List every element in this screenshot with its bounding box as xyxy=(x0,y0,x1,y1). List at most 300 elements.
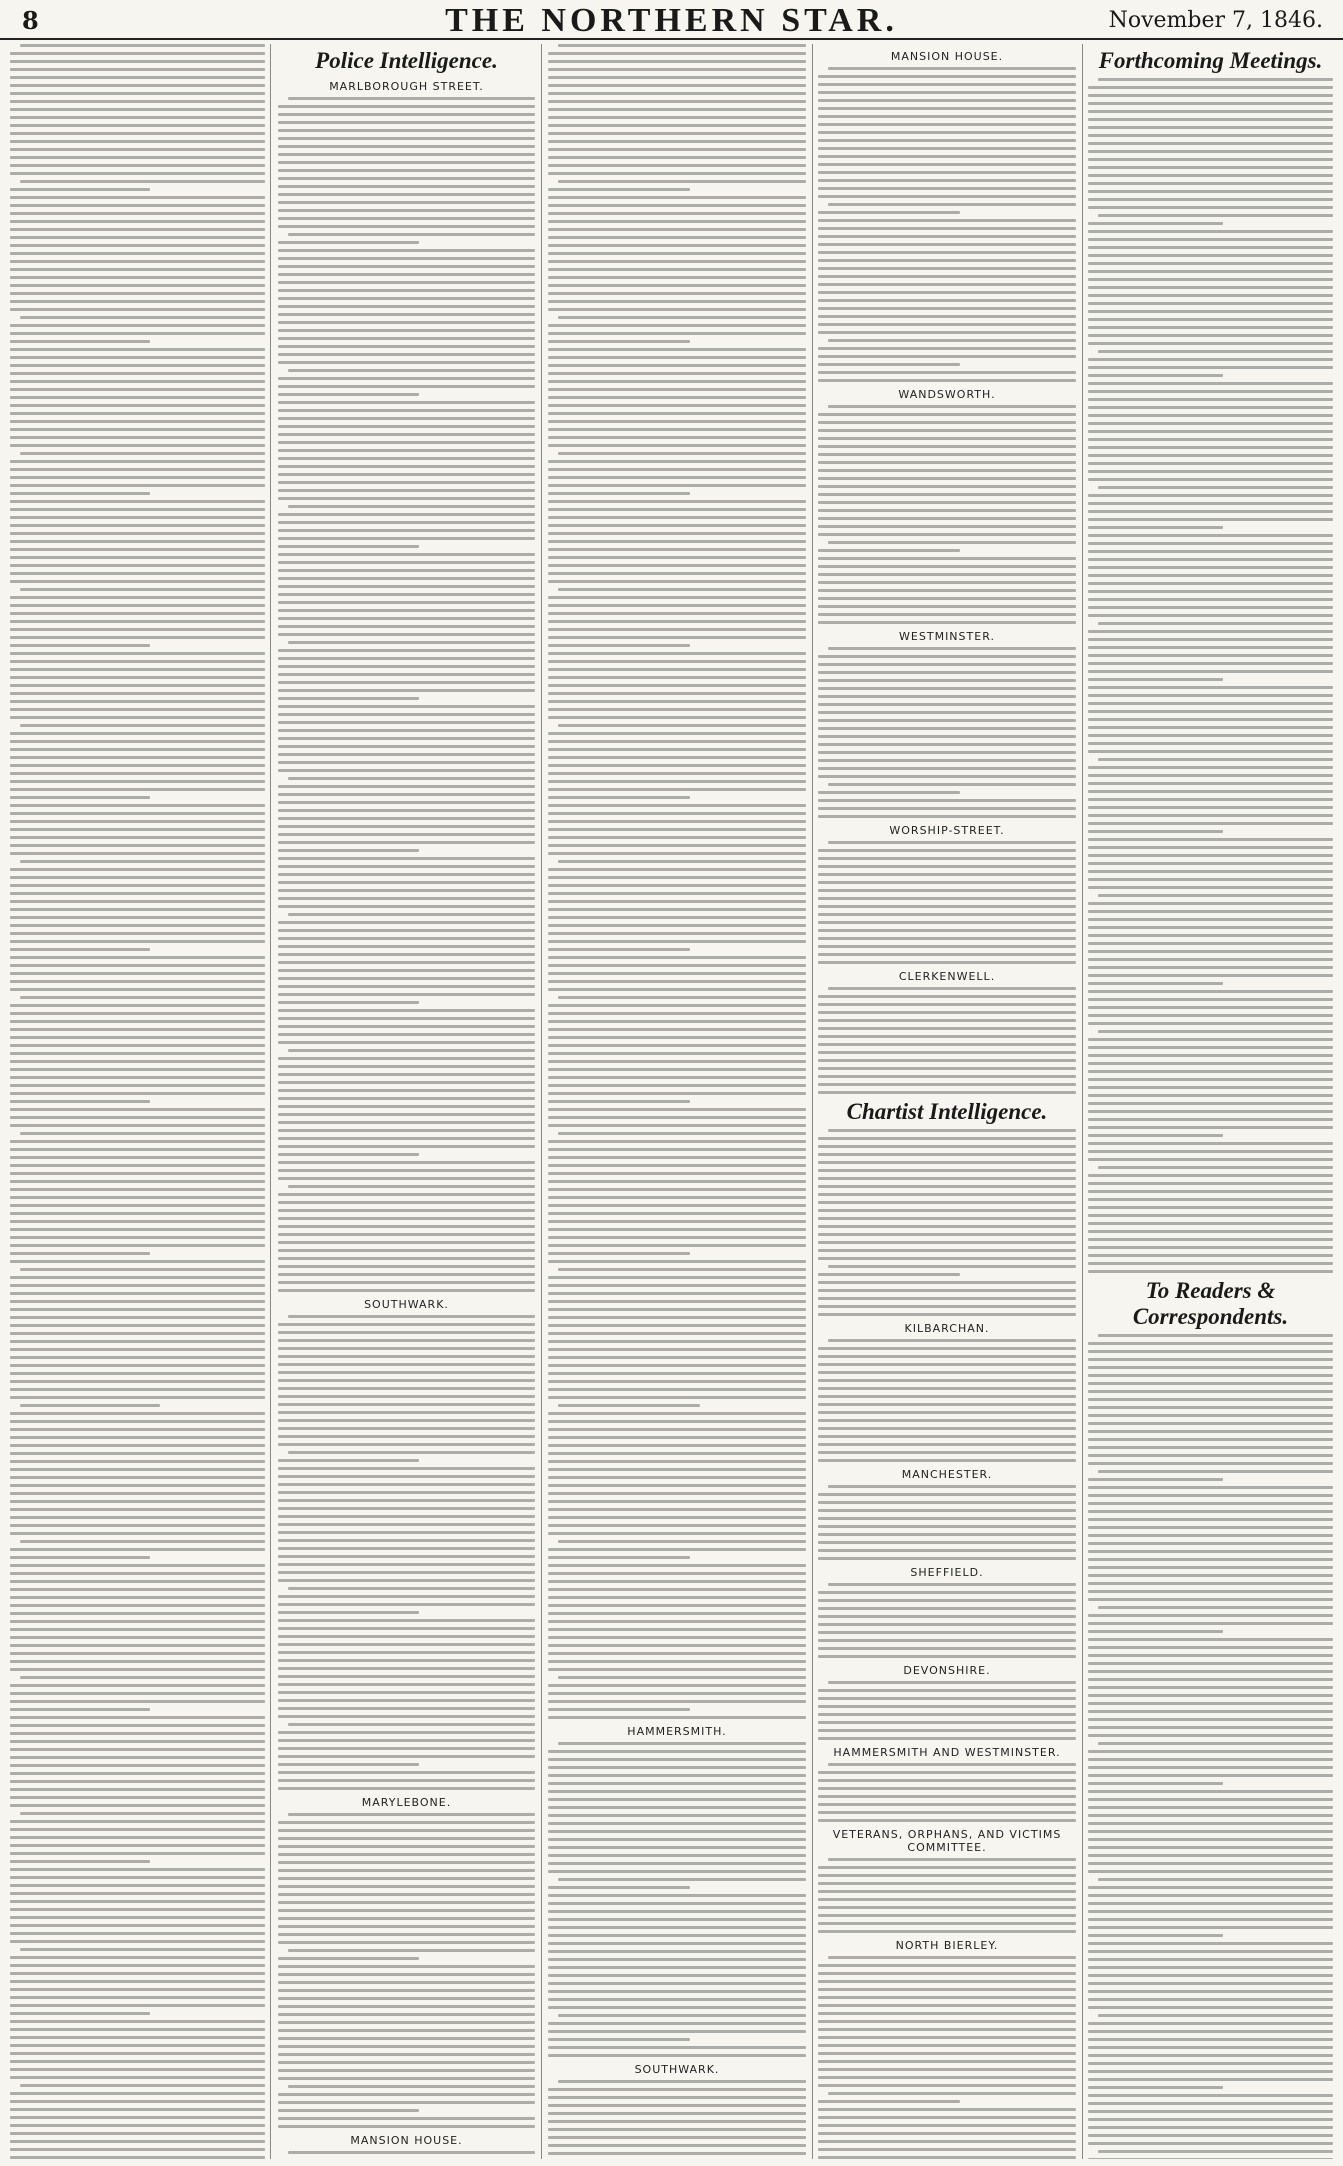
text-line xyxy=(818,131,1076,134)
text-line xyxy=(10,1564,265,1567)
text-line xyxy=(1088,278,1333,281)
text-line xyxy=(10,1148,265,1151)
text-line xyxy=(818,1501,1076,1504)
text-line xyxy=(548,428,806,431)
text-line xyxy=(818,1655,1076,1658)
text-line xyxy=(1088,1374,1333,1377)
text-line xyxy=(278,281,535,284)
text-line xyxy=(818,323,1076,326)
text-line xyxy=(548,540,806,543)
text-line xyxy=(278,1403,535,1406)
text-line xyxy=(1088,1830,1333,1833)
text-line xyxy=(1088,1014,1333,1017)
text-line xyxy=(818,1305,1076,1308)
text-line xyxy=(548,644,690,647)
text-line xyxy=(548,1564,806,1567)
text-line xyxy=(1088,1222,1333,1225)
text-line xyxy=(278,1755,535,1758)
text-line xyxy=(278,105,535,108)
text-line xyxy=(1088,1886,1333,1889)
text-line xyxy=(10,108,265,111)
text-line xyxy=(818,195,1076,198)
text-line xyxy=(1088,150,1333,153)
text-line xyxy=(10,1708,150,1711)
text-line xyxy=(548,404,806,407)
text-line xyxy=(548,812,806,815)
text-line xyxy=(1088,286,1333,289)
text-line xyxy=(1088,1238,1333,1241)
text-line xyxy=(10,220,265,223)
text-line xyxy=(10,1732,265,1735)
text-line xyxy=(10,1204,265,1207)
text-line xyxy=(278,1659,535,1662)
text-line xyxy=(1088,238,1333,241)
text-line xyxy=(818,259,1076,262)
text-line xyxy=(278,2021,535,2024)
text-line xyxy=(1088,1774,1333,1777)
text-line xyxy=(558,724,806,727)
text-line xyxy=(10,1596,265,1599)
text-line xyxy=(548,1324,806,1327)
text-line xyxy=(818,155,1076,158)
text-line xyxy=(278,529,535,532)
text-line xyxy=(278,793,535,796)
text-line xyxy=(278,217,535,220)
text-line xyxy=(278,1667,535,1670)
text-line xyxy=(818,1980,1076,1983)
text-line xyxy=(548,1782,806,1785)
text-line xyxy=(10,1932,265,1935)
text-line xyxy=(10,300,265,303)
text-line xyxy=(548,1644,806,1647)
text-line xyxy=(1088,1662,1333,1665)
text-line xyxy=(278,865,535,868)
text-line xyxy=(10,1748,265,1751)
text-line xyxy=(20,1268,265,1271)
text-line xyxy=(278,1651,535,1654)
text-line xyxy=(278,1387,535,1390)
text-line xyxy=(278,849,419,852)
text-line xyxy=(10,612,265,615)
text-line xyxy=(548,820,806,823)
text-line xyxy=(1088,1150,1333,1153)
text-line xyxy=(20,2084,265,2087)
text-line xyxy=(278,449,535,452)
text-line xyxy=(818,123,1076,126)
text-line xyxy=(818,2004,1076,2007)
text-line xyxy=(20,860,265,863)
text-line xyxy=(548,172,806,175)
text-line xyxy=(818,1866,1076,1869)
text-line xyxy=(278,1555,535,1558)
text-line xyxy=(1088,446,1333,449)
text-line xyxy=(10,1372,265,1375)
text-line xyxy=(1098,1878,1333,1881)
text-line xyxy=(548,1444,806,1447)
text-line xyxy=(818,1371,1076,1374)
text-line xyxy=(558,180,806,183)
text-line xyxy=(10,1828,265,1831)
text-line xyxy=(1088,414,1333,417)
text-line xyxy=(1088,462,1333,465)
text-line xyxy=(548,1580,806,1583)
text-line xyxy=(818,621,1076,624)
text-line xyxy=(818,1075,1076,1078)
text-line xyxy=(278,521,535,524)
text-line xyxy=(1088,1622,1333,1625)
text-line xyxy=(10,492,150,495)
text-line xyxy=(10,212,265,215)
text-line xyxy=(818,565,1076,568)
text-line xyxy=(10,364,265,367)
text-line xyxy=(548,884,806,887)
text-line xyxy=(548,1926,806,1929)
text-line xyxy=(10,1236,265,1239)
text-line xyxy=(548,1692,806,1695)
text-line xyxy=(1088,390,1333,393)
text-line xyxy=(10,1284,265,1287)
text-line xyxy=(1088,254,1333,257)
text-line xyxy=(288,641,535,644)
text-line xyxy=(1098,758,1333,761)
text-line xyxy=(278,561,535,564)
text-line xyxy=(1088,1798,1333,1801)
text-line xyxy=(1088,1758,1333,1761)
text-line xyxy=(558,588,806,591)
text-line xyxy=(10,812,265,815)
text-line xyxy=(10,1788,265,1791)
text-line xyxy=(548,1894,806,1897)
text-line xyxy=(548,692,806,695)
text-line xyxy=(1088,678,1223,681)
text-line xyxy=(1088,1270,1333,1273)
text-line xyxy=(278,841,535,844)
text-line xyxy=(1088,902,1333,905)
text-line xyxy=(1098,1334,1333,1337)
text-line xyxy=(548,1918,806,1921)
text-line xyxy=(818,1027,1076,1030)
text-line xyxy=(278,1443,535,1446)
text-line xyxy=(10,980,265,983)
text-line xyxy=(10,636,265,639)
text-line xyxy=(1088,574,1333,577)
text-line xyxy=(10,796,150,799)
text-line xyxy=(1088,910,1333,913)
text-line xyxy=(548,76,806,79)
text-line xyxy=(1088,1182,1333,1185)
text-line xyxy=(1088,1950,1333,1953)
text-line xyxy=(1088,1846,1333,1849)
text-line xyxy=(1088,1958,1333,1961)
text-line xyxy=(1088,334,1333,337)
text-line xyxy=(548,892,806,895)
meeting-notices xyxy=(1088,78,1333,1273)
text-line xyxy=(818,1443,1076,1446)
text-line xyxy=(10,628,265,631)
text-line xyxy=(10,332,265,335)
text-line xyxy=(548,796,690,799)
text-line xyxy=(558,2014,806,2017)
text-line xyxy=(1088,1190,1333,1193)
text-line xyxy=(548,1204,806,1207)
text-line xyxy=(1088,974,1333,977)
text-line xyxy=(278,665,535,668)
text-line xyxy=(548,236,806,239)
text-line xyxy=(1098,1606,1333,1609)
text-line xyxy=(548,836,806,839)
text-line xyxy=(1088,1854,1333,1857)
text-line xyxy=(10,1260,265,1263)
section-subhead: MANSION HOUSE. xyxy=(350,2134,463,2147)
text-line xyxy=(10,660,265,663)
text-line xyxy=(10,140,265,143)
text-line xyxy=(818,2060,1076,2063)
text-line xyxy=(548,108,806,111)
text-line xyxy=(10,708,265,711)
text-line xyxy=(828,647,1076,650)
text-line xyxy=(548,308,806,311)
text-line xyxy=(1088,1918,1333,1921)
text-line xyxy=(548,844,806,847)
text-line xyxy=(10,1804,265,1807)
text-line xyxy=(818,1525,1076,1528)
text-line xyxy=(548,260,806,263)
text-line xyxy=(278,1917,535,1920)
column-2 xyxy=(278,44,535,2159)
text-line xyxy=(1088,406,1333,409)
text-line xyxy=(278,1025,535,1028)
text-line xyxy=(278,1627,535,1630)
text-line xyxy=(1088,966,1333,969)
text-line xyxy=(1088,630,1333,633)
text-line xyxy=(818,1233,1076,1236)
text-line xyxy=(548,124,806,127)
text-line xyxy=(818,799,1076,802)
text-line xyxy=(278,313,535,316)
text-line xyxy=(818,775,1076,778)
text-line xyxy=(278,1057,535,1060)
text-line xyxy=(1098,1470,1333,1473)
text-line xyxy=(278,225,535,228)
text-line xyxy=(558,44,806,47)
text-line xyxy=(818,1355,1076,1358)
text-line xyxy=(278,1523,535,1526)
text-line xyxy=(1088,2094,1333,2097)
text-line xyxy=(278,1715,535,1718)
column-1-text xyxy=(10,44,265,2159)
text-line xyxy=(548,1068,806,1071)
section-subhead: WORSHIP-STREET. xyxy=(889,824,1005,837)
text-line xyxy=(548,900,806,903)
text-line xyxy=(1098,1030,1333,1033)
text-line xyxy=(1088,814,1333,817)
text-line xyxy=(1088,1806,1333,1809)
text-line xyxy=(548,1790,806,1793)
text-line xyxy=(818,227,1076,230)
text-line xyxy=(548,2038,690,2041)
text-line xyxy=(548,1396,806,1399)
text-line xyxy=(10,324,265,327)
text-line xyxy=(10,52,265,55)
text-line xyxy=(1088,1454,1333,1457)
text-line xyxy=(548,948,690,951)
section-subhead: HAMMERSMITH. xyxy=(627,1725,727,1738)
text-line xyxy=(818,299,1076,302)
text-line xyxy=(10,1612,265,1615)
text-line xyxy=(278,1837,535,1840)
text-line xyxy=(818,461,1076,464)
text-line xyxy=(818,2012,1076,2015)
text-line xyxy=(818,703,1076,706)
text-line xyxy=(10,1852,265,1855)
text-line xyxy=(548,1548,806,1551)
text-line xyxy=(1088,1558,1333,1561)
text-line xyxy=(1088,1358,1333,1361)
text-line xyxy=(10,1164,265,1167)
text-line xyxy=(10,2148,265,2151)
text-line xyxy=(278,1933,535,1936)
text-line xyxy=(548,1492,806,1495)
text-line xyxy=(10,1844,265,1847)
section-subhead: SOUTHWARK. xyxy=(364,1298,449,1311)
text-line xyxy=(548,972,806,975)
article-text xyxy=(548,1742,806,2057)
text-line xyxy=(10,2156,265,2159)
text-line xyxy=(278,905,535,908)
text-line xyxy=(818,1972,1076,1975)
text-line xyxy=(1088,510,1333,513)
text-line xyxy=(1088,1694,1333,1697)
text-line xyxy=(278,1973,535,1976)
text-line xyxy=(278,1763,419,1766)
text-line xyxy=(10,548,265,551)
text-line xyxy=(278,1209,535,1212)
text-line xyxy=(548,1076,806,1079)
text-line xyxy=(548,1300,806,1303)
text-line xyxy=(558,1878,806,1881)
text-line xyxy=(818,99,1076,102)
text-line xyxy=(10,1172,265,1175)
text-line xyxy=(548,1846,806,1849)
text-line xyxy=(818,549,960,552)
text-line xyxy=(548,1958,806,1961)
text-line xyxy=(278,2077,535,2080)
text-line xyxy=(10,556,265,559)
text-line xyxy=(10,92,265,95)
text-line xyxy=(818,1631,1076,1634)
text-line xyxy=(20,996,265,999)
text-line xyxy=(10,1572,265,1575)
text-line xyxy=(278,1861,535,1864)
text-line xyxy=(278,817,535,820)
text-line xyxy=(278,1893,535,1896)
text-line xyxy=(10,356,265,359)
text-line xyxy=(548,1412,806,1415)
text-line xyxy=(818,1533,1076,1536)
text-line xyxy=(10,788,265,791)
text-line xyxy=(278,897,535,900)
text-line xyxy=(278,489,535,492)
text-line xyxy=(548,1716,806,1719)
text-line xyxy=(1098,486,1333,489)
text-line xyxy=(10,1820,265,1823)
text-line xyxy=(278,1065,535,1068)
text-line xyxy=(548,1830,806,1833)
text-line xyxy=(20,1948,265,1951)
text-line xyxy=(818,557,1076,560)
text-line xyxy=(548,212,806,215)
text-line xyxy=(10,1380,265,1383)
text-line xyxy=(818,581,1076,584)
text-line xyxy=(828,1681,1076,1684)
text-line xyxy=(818,83,1076,86)
text-line xyxy=(1088,1726,1333,1729)
text-line xyxy=(288,1049,535,1052)
text-line xyxy=(10,852,265,855)
text-line xyxy=(10,748,265,751)
article-text xyxy=(818,647,1076,818)
text-line xyxy=(278,305,535,308)
text-line xyxy=(10,1420,265,1423)
text-line xyxy=(1088,206,1333,209)
text-line xyxy=(1088,782,1333,785)
text-line xyxy=(818,2036,1076,2039)
text-line xyxy=(548,516,806,519)
text-line xyxy=(1088,1430,1333,1433)
text-line xyxy=(548,1596,806,1599)
text-line xyxy=(1088,886,1333,889)
text-line xyxy=(818,1996,1076,1999)
text-line xyxy=(1088,542,1333,545)
masthead xyxy=(0,0,1343,40)
text-line xyxy=(10,244,265,247)
text-line xyxy=(548,1244,806,1247)
text-line xyxy=(10,644,150,647)
text-line xyxy=(548,988,806,991)
text-line xyxy=(1088,1438,1333,1441)
text-line xyxy=(10,340,150,343)
section-subhead: WESTMINSTER. xyxy=(899,630,995,643)
text-line xyxy=(1088,734,1333,737)
text-line xyxy=(548,532,806,535)
text-line xyxy=(278,609,535,612)
text-line xyxy=(1088,558,1333,561)
text-line xyxy=(1088,174,1333,177)
text-line xyxy=(818,211,960,214)
text-line xyxy=(10,1916,265,1919)
text-line xyxy=(10,1980,265,1983)
text-line xyxy=(548,1284,806,1287)
newspaper-title: THE NORTHERN STAR. xyxy=(445,2,898,39)
text-line xyxy=(818,1347,1076,1350)
text-line xyxy=(818,1051,1076,1054)
text-line xyxy=(278,249,535,252)
text-line xyxy=(828,541,1076,544)
text-line xyxy=(278,1339,535,1342)
text-line xyxy=(1088,950,1333,953)
section-subhead: WANDSWORTH. xyxy=(898,388,996,401)
text-line xyxy=(818,613,1076,616)
text-line xyxy=(548,132,806,135)
text-line xyxy=(278,617,535,620)
text-line xyxy=(818,139,1076,142)
text-line xyxy=(548,444,806,447)
text-line xyxy=(548,1476,806,1479)
text-line xyxy=(548,1164,806,1167)
text-line xyxy=(818,1615,1076,1618)
text-line xyxy=(818,171,1076,174)
article-text xyxy=(278,97,535,1292)
